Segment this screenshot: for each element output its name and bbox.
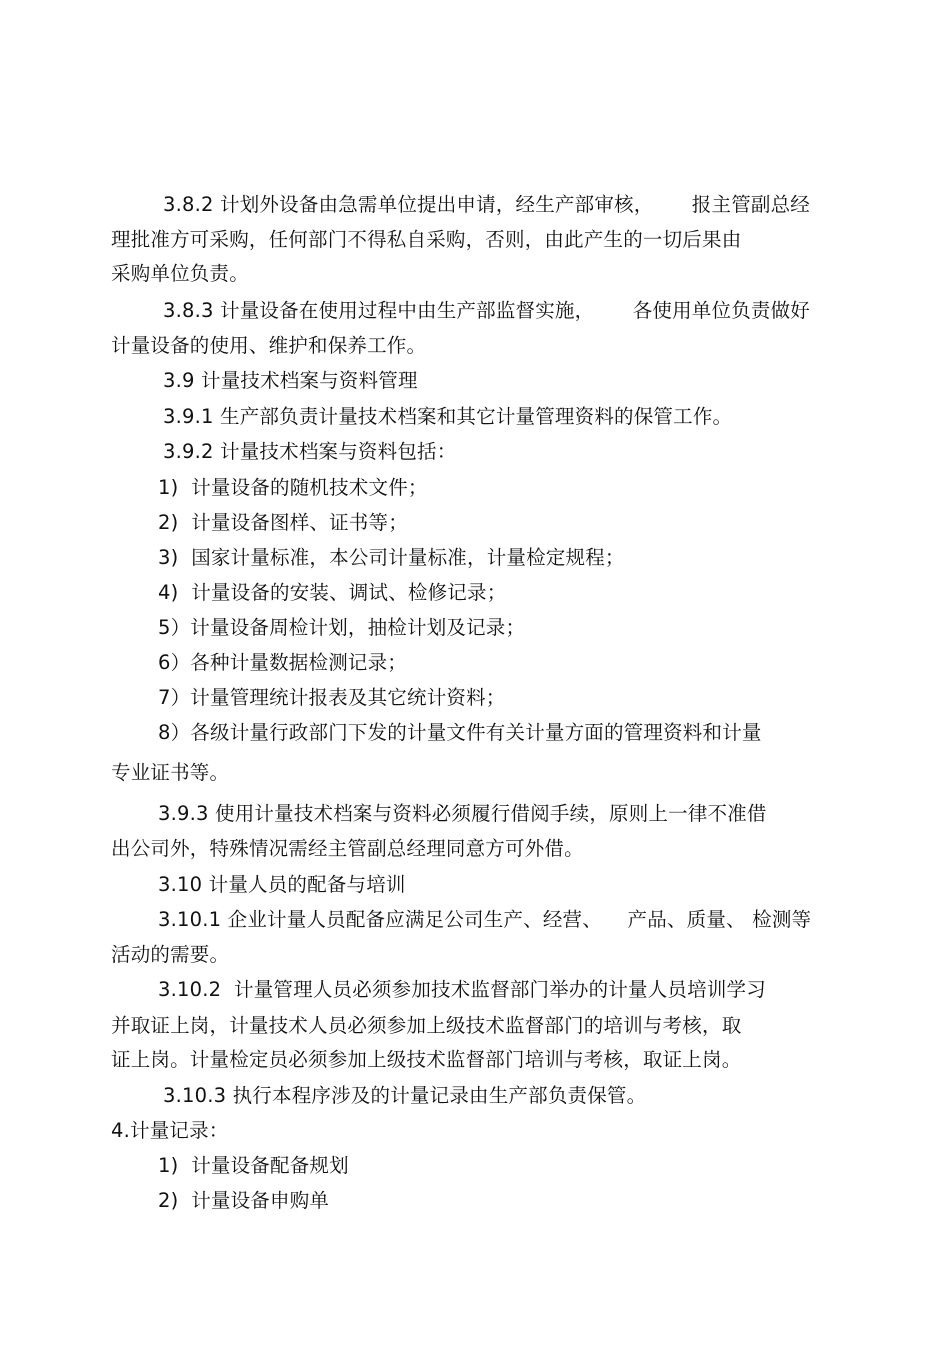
text-line: 3.9.1 生产部负责计量技术档案和其它计量管理资料的保管工作。 <box>163 405 733 428</box>
text-line: 理批准方可采购，任何部门不得私自采购，否则，由此产生的一切后果由 <box>111 228 742 251</box>
text-line: 计量设备的使用、维护和保养工作。 <box>111 334 427 357</box>
list-item: 1) 计量设备配备规划 <box>158 1154 349 1177</box>
text-line: 3.10.3 执行本程序涉及的计量记录由生产部负责保管。 <box>163 1084 647 1107</box>
list-item: 7）计量管理统计报表及其它统计资料； <box>158 686 506 709</box>
text-line: 专业证书等。 <box>111 761 230 784</box>
section-heading: 3.9 计量技术档案与资料管理 <box>163 369 418 392</box>
text-line: 3.10.1 企业计量人员配备应满足公司生产、经营、 产品、质量、 检测等 <box>158 908 812 931</box>
list-item: 4) 计量设备的安装、调试、检修记录； <box>158 581 507 604</box>
list-item: 1) 计量设备的随机技术文件； <box>158 476 428 499</box>
list-item: 2) 计量设备图样、证书等； <box>158 511 408 534</box>
list-item: 2) 计量设备申购单 <box>158 1189 330 1212</box>
list-item: 6）各种计量数据检测记录； <box>158 651 408 674</box>
list-item: 8）各级计量行政部门下发的计量文件有关计量方面的管理资料和计量 <box>158 721 762 744</box>
text-line: 并取证上岗，计量技术人员必须参加上级技术监督部门的培训与考核，取 <box>111 1014 742 1037</box>
section-heading: 4.计量记录： <box>111 1119 229 1142</box>
text-line: 证上岗。计量检定员必须参加上级技术监督部门培训与考核，取证上岗。 <box>111 1048 742 1071</box>
text-line: 3.9.2 计量技术档案与资料包括： <box>163 440 457 463</box>
text-line: 3.9.3 使用计量技术档案与资料必须履行借阅手续，原则上一律不准借 <box>158 802 767 825</box>
text-line: 3.10.2 计量管理人员必须参加技术监督部门举办的计量人员培训学习 <box>158 978 766 1001</box>
list-item: 5）计量设备周检计划，抽检计划及记录； <box>158 616 526 639</box>
text-line: 出公司外，特殊情况需经主管副总经理同意方可外借。 <box>111 837 584 860</box>
text-line: 3.8.2 计划外设备由急需单位提出申请，经生产部审核， 报主管副总经 <box>163 193 811 216</box>
text-line: 活动的需要。 <box>111 943 230 966</box>
list-item: 3) 国家计量标准，本公司计量标准，计量检定规程； <box>158 546 625 569</box>
text-line: 采购单位负责。 <box>111 262 249 285</box>
section-heading: 3.10 计量人员的配备与培训 <box>158 873 406 896</box>
text-line: 3.8.3 计量设备在使用过程中由生产部监督实施， 各使用单位负责做好 <box>163 299 811 322</box>
